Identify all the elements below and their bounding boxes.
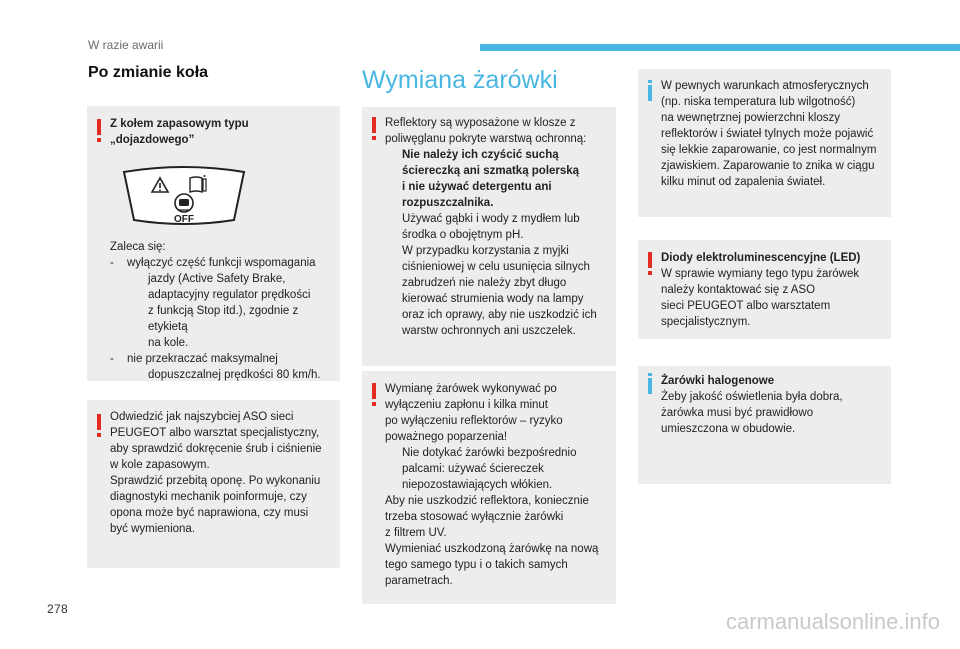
warning-icon	[97, 414, 101, 430]
recommendation-intro: Zaleca się:	[110, 241, 166, 253]
led-warning-box: Diody elektroluminescencyjne (LED) W sprawie wymiany tego typu żarówek należy kontaktować się z ASO sieci PEUGEOT albo warsztatem specjalistycznym.	[638, 240, 891, 339]
spare-wheel-warning-box	[87, 106, 340, 381]
middle-heading: Wymiana żarówki	[362, 66, 558, 94]
box-title: Diody elektroluminescencyjne (LED)	[661, 252, 861, 264]
list-item: W przypadku korzystania z myjki ciśnieniowej w celu usunięcia silnych zabrudzeń nie należy zbyt długo kierować strumienia wody na lampy oraz ich oprawy, aby nie uszkodzić ich warstw ochronnych ani uszczelek.	[402, 245, 597, 337]
list-item: Używać gąbki i wody z mydłem lub środka o obojętnym pH.	[402, 213, 580, 241]
left-heading: Po zmianie koła	[88, 64, 209, 81]
watermark: carmanualsonline.info	[725, 609, 940, 634]
driver-assist-off-icon	[114, 164, 254, 228]
aso-visit-warning-box: Odwiedzić jak najszybciej ASO sieci PEUGEOT albo warsztat specjalistyczny, aby sprawdzić dokręcenie śrub i ciśnienie w kole zapasowym. Sprawdzić przebitą oponę. Po wykonaniu diagnostyki mechanik poinformuje, czy opona może być naprawiona, czy musi być wymieniona.	[87, 400, 340, 568]
list-item: Nie należy ich czyścić suchą ściereczką ani szmatką polerską i nie używać detergentu ani rozpuszczalnika.	[402, 149, 580, 209]
condensation-info-box: W pewnych warunkach atmosferycznych (np. niska temperatura lub wilgotność) na wewnętrznej powierzchni kloszy reflektorów i świateł tylnych może pojawić się lekkie zaparowanie, co jest normalnym zjawiskiem. Zaparowanie to znika w ciągu kilku minut od zapalenia świateł.	[638, 69, 891, 217]
bulb-replacement-warning-box: Wymianę żarówek wykonywać po wyłączeniu zapłonu i kilka minut po wyłączeniu reflektorów – ryzyko poważnego poparzenia! Nie dotykać żarówki bezpośrednio palcami: używać ściereczek niepozostawiających włókien. Aby nie uszkodzić reflektora, koniecznie trzeba stosować wyłącznie żarówki z filtrem UV. Wymieniać uszkodzoną żarówkę na nową tego samego typu i o takich samych parametrach.	[362, 371, 616, 604]
section-title: W razie awarii	[88, 38, 164, 52]
warning-icon	[372, 383, 376, 399]
headlight-care-warning-box: Reflektory są wyposażone w klosze z poliwęglanu pokryte warstwą ochronną: Nie należy ich czyścić suchą ściereczką ani szmatką polerską i nie używać detergentu ani rozpuszczalnika. Używać gąbki i wody z mydłem lub środka o obojętnym pH. W przypadku korzystania z myjki ciśnieniowej w celu usunięcia silnych zabrudzeń nie należy zbyt długo kierować strumienia wody na lampy oraz ich oprawy, aby nie uszkodzić ich warstw ochronnych ani uszczelek.	[362, 107, 616, 366]
page-number: 278	[47, 602, 68, 616]
info-icon	[648, 85, 652, 101]
box-title: Żarówki halogenowe	[661, 375, 775, 387]
list-item: - wyłączyć część funkcji wspomagania jazdy (Active Safety Brake, adaptacyjny regulator prędkości z funkcją Stop itd.), zgodnie z etykietą na kole.	[110, 257, 316, 349]
halogen-info-box: Żarówki halogenowe Żeby jakość oświetlenia była dobra, żarówka musi być prawidłowo umieszczona w obudowie.	[638, 366, 891, 484]
header-accent-bar	[480, 44, 960, 51]
off-label: OFF	[174, 214, 194, 225]
info-icon	[648, 378, 652, 394]
warning-icon	[97, 119, 101, 135]
list-item: Nie dotykać żarówki bezpośrednio palcami: używać ściereczek niepozostawiających włókien.	[402, 447, 577, 491]
box-title: Z kołem zapasowym typu „dojazdowego”	[110, 118, 249, 146]
list-item: - nie przekraczać maksymalnej dopuszczalnej prędkości 80 km/h.	[110, 353, 321, 381]
warning-icon	[372, 117, 376, 133]
warning-icon	[648, 252, 652, 268]
